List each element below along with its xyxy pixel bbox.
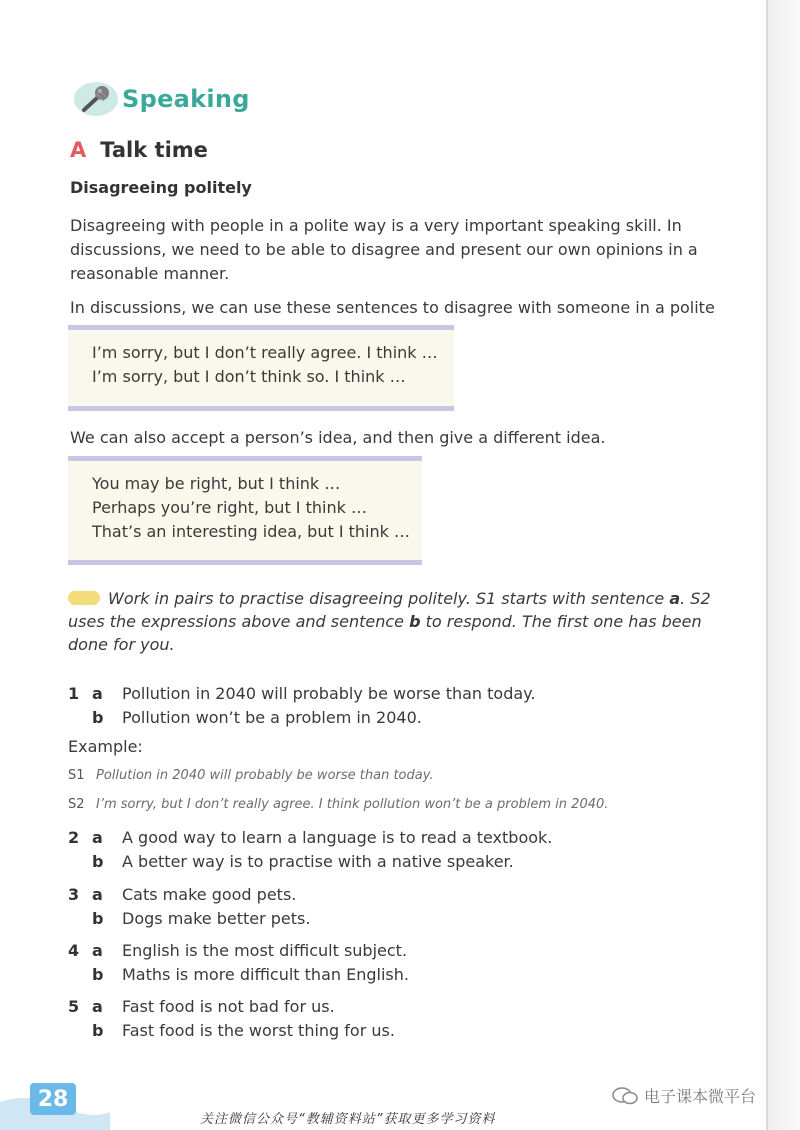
item-number: 5 xyxy=(68,997,80,1016)
item-sentence-b: Maths is more difficult than English. xyxy=(122,965,409,984)
item-number: 1 xyxy=(68,684,80,703)
phrase-box-disagree xyxy=(68,325,454,411)
example-s1 xyxy=(68,768,434,783)
item-sentence-a: Cats make good pets. xyxy=(122,885,297,904)
exercise-item xyxy=(0,883,760,933)
speaking-title: Speaking xyxy=(122,85,250,113)
phrase-box-accept xyxy=(68,456,422,565)
phrase-line: That’s an interesting idea, but I think … xyxy=(92,522,410,541)
item-letter-b: b xyxy=(92,708,104,727)
item-letter-a: a xyxy=(92,684,103,703)
speaking-header xyxy=(74,76,250,122)
task-text-3: to respond. The first one has been done for you. xyxy=(68,612,702,654)
watermark xyxy=(612,1084,756,1107)
item-sentence-b: Pollution won’t be a problem in 2040. xyxy=(122,708,422,727)
item-sentence-b: Fast food is the worst thing for us. xyxy=(122,1021,395,1040)
item-number: 2 xyxy=(68,828,80,847)
page-number: 28 xyxy=(30,1083,76,1115)
speaker-tag: S1 xyxy=(68,768,85,783)
exercise-item xyxy=(0,826,760,876)
footer-note: 关注微信公众号“教辅资料站”获取更多学习资料 xyxy=(200,1112,496,1127)
intro-paragraph-3: We can also accept a person’s idea, and then give a different idea. xyxy=(70,428,606,447)
item-letter-a: a xyxy=(92,997,103,1016)
item-letter-b: b xyxy=(92,852,104,871)
item-letter-a: a xyxy=(92,941,103,960)
microphone-icon xyxy=(74,82,118,116)
item-sentence-b: A better way is to practise with a native speaker. xyxy=(122,852,514,871)
example-text: I’m sorry, but I don’t really agree. I think pollution won’t be a problem in 2040. xyxy=(96,797,609,812)
section-letter: A xyxy=(70,138,87,162)
item-number: 4 xyxy=(68,941,80,960)
item-sentence-a: Pollution in 2040 will probably be worse than today. xyxy=(122,684,536,703)
task-text-1: Work in pairs to practise disagreeing politely. S1 starts with sentence xyxy=(108,589,670,608)
task-text-2: . S2 uses the expressions above and sentence xyxy=(68,589,711,631)
intro-paragraph-2: In discussions, we can use these sentences to disagree with someone in a polite xyxy=(70,298,715,317)
item-sentence-a: Fast food is not bad for us. xyxy=(122,997,335,1016)
example-text: Pollution in 2040 will probably be worse than today. xyxy=(96,768,434,783)
watermark-text: 电子课本微平台 xyxy=(644,1087,757,1106)
task-instructions xyxy=(68,587,718,656)
item-letter-b: b xyxy=(92,965,104,984)
page-gutter xyxy=(768,0,800,1130)
intro-paragraph-1: Disagreeing with people in a polite way is a very important speaking skill. In discussions, we need to be able to disagree and present our own opinions in a reasonable manner. xyxy=(70,216,698,283)
item-sentence-a: A good way to learn a language is to read a textbook. xyxy=(122,828,553,847)
example-label: Example: xyxy=(68,737,143,756)
section-heading xyxy=(70,138,208,162)
item-letter-b: b xyxy=(92,909,104,928)
phrase-line: I’m sorry, but I don’t really agree. I think … xyxy=(92,343,438,362)
exercise-item xyxy=(0,995,760,1045)
subheading: Disagreeing politely xyxy=(70,178,252,197)
phrase-line: You may be right, but I think … xyxy=(92,474,341,493)
wechat-icon xyxy=(612,1086,638,1106)
speaker-tag: S2 xyxy=(68,797,85,812)
example-s2 xyxy=(68,797,608,812)
task-marker-icon xyxy=(68,591,100,605)
item-number: 3 xyxy=(68,885,80,904)
task-bold-a: a xyxy=(669,589,681,608)
phrase-line: I’m sorry, but I don’t think so. I think … xyxy=(92,367,406,386)
task-bold-b: b xyxy=(409,612,421,631)
item-sentence-b: Dogs make better pets. xyxy=(122,909,311,928)
item-letter-a: a xyxy=(92,885,103,904)
page-spine xyxy=(766,0,768,1130)
item-letter-b: b xyxy=(92,1021,104,1040)
item-letter-a: a xyxy=(92,828,103,847)
exercise-item xyxy=(0,682,760,732)
item-sentence-a: English is the most difficult subject. xyxy=(122,941,408,960)
exercise-item xyxy=(0,939,760,989)
phrase-line: Perhaps you’re right, but I think … xyxy=(92,498,367,517)
section-title: Talk time xyxy=(100,138,208,162)
